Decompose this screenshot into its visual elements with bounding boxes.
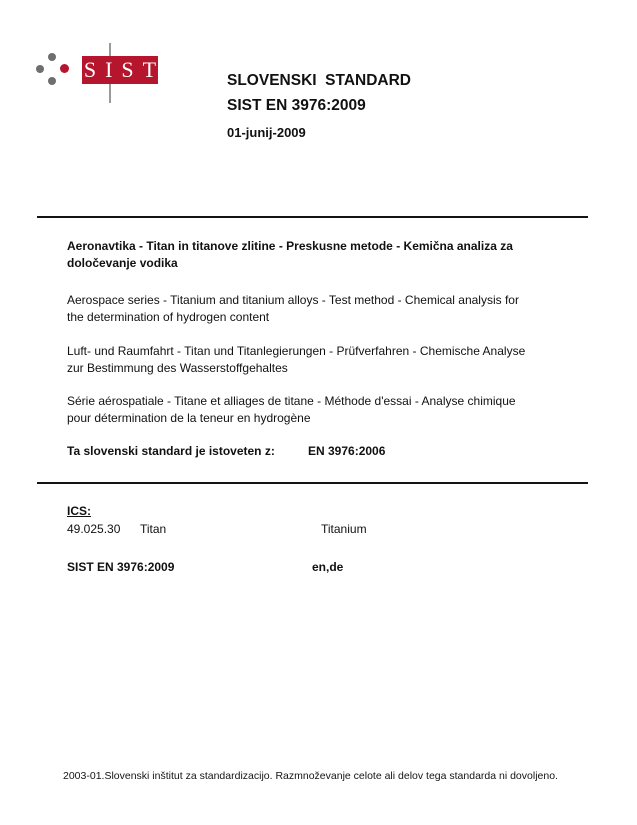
title-slovenian-line2: določevanje vodika xyxy=(67,256,178,270)
title-english-line2: the determination of hydrogen content xyxy=(67,309,270,324)
title-french-line2: pour détermination de la teneur en hydrogène xyxy=(67,410,311,425)
title-french xyxy=(67,393,516,426)
standard-id-heading: SIST EN 3976:2009 xyxy=(227,97,366,114)
logo-dot-red xyxy=(60,64,69,73)
ics-term-slovenian: Titan xyxy=(140,522,167,536)
copyright-notice: 2003-01.Slovenski inštitut za standardizacijo. Razmnoževanje celote ali delov tega standarda ni dovoljeno. xyxy=(63,770,558,782)
logo-dot-bottom xyxy=(48,77,56,85)
publication-date: 01-junij-2009 xyxy=(227,125,306,140)
divider-top xyxy=(37,216,588,218)
reference-languages: en,de xyxy=(312,560,344,574)
logo-dot-top xyxy=(48,53,56,61)
ics-term-english: Titanium xyxy=(321,522,367,536)
reference-row xyxy=(0,560,637,576)
divider-bottom xyxy=(37,482,588,484)
title-slovenian xyxy=(67,238,513,272)
ics-row xyxy=(0,522,637,538)
sist-logo xyxy=(0,0,180,120)
title-german-line1: Luft- und Raumfahrt - Titan und Titanlegierungen - Prüfverfahren - Chemische Analyse xyxy=(67,344,526,358)
sist-logo-text: SIST xyxy=(83,57,166,82)
title-english-line1: Aerospace series - Titanium and titanium alloys - Test method - Chemical analysis for xyxy=(67,293,519,307)
page-title: SLOVENSKI STANDARD xyxy=(227,72,412,89)
reference-standard-id: SIST EN 3976:2009 xyxy=(67,560,175,574)
ics-code: 49.025.30 xyxy=(67,522,121,536)
ics-heading: ICS: xyxy=(67,504,91,518)
logo-dot-left xyxy=(36,65,44,73)
title-french-line1: Série aérospatiale - Titane et alliages de titane - Méthode d'essai - Analyse chimique xyxy=(67,394,516,408)
equivalence-row xyxy=(67,444,587,462)
equivalence-label: Ta slovenski standard je istoveten z: xyxy=(67,444,275,458)
title-german-line2: zur Bestimmung des Wasserstoffgehaltes xyxy=(67,360,288,375)
title-german xyxy=(67,343,525,376)
title-english xyxy=(67,292,519,325)
title-slovenian-line1: Aeronavtika - Titan in titanove zlitine - Preskusne metode - Kemična analiza za xyxy=(67,239,513,253)
equivalence-value: EN 3976:2006 xyxy=(308,444,386,458)
